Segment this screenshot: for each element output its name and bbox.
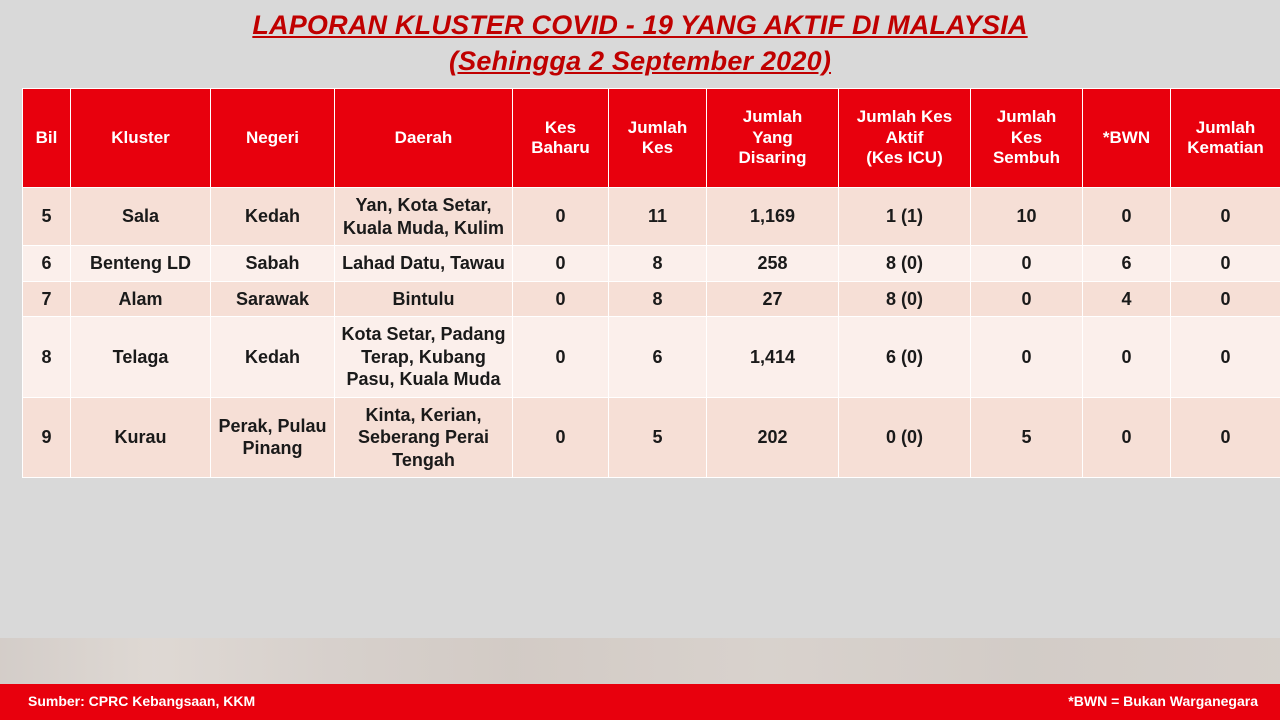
table-row — [23, 188, 1280, 246]
cell-negeri: Kedah — [211, 317, 335, 398]
cell-kes-baharu: 0 — [513, 281, 609, 317]
column-header-kluster: Kluster — [71, 89, 211, 188]
table-row — [23, 317, 1280, 398]
cell-daerah: Kota Setar, Padang Terap, Kubang Pasu, Kuala Muda — [335, 317, 513, 398]
cell-jumlah-kematian: 0 — [1171, 317, 1280, 398]
title-line-2: (Sehingga 2 September 2020) — [448, 45, 832, 76]
cell-kluster: Telaga — [71, 317, 211, 398]
cell-kluster: Alam — [71, 281, 211, 317]
cell-negeri: Sabah — [211, 246, 335, 282]
cell-jumlah-disaring: 258 — [707, 246, 839, 282]
cell-bil: 6 — [23, 246, 71, 282]
column-header-daerah: Daerah — [335, 89, 513, 188]
cell-jumlah-sembuh: 0 — [971, 246, 1083, 282]
table-row — [23, 246, 1280, 282]
cell-kluster: Sala — [71, 188, 211, 246]
cell-kes-baharu: 0 — [513, 317, 609, 398]
cell-jumlah-kematian: 0 — [1171, 397, 1280, 478]
cell-kes-baharu: 0 — [513, 246, 609, 282]
cell-jumlah-aktif: 0 (0) — [839, 397, 971, 478]
column-header-jumlah-kematian: Jumlah Kematian — [1171, 89, 1280, 188]
title-line-1: LAPORAN KLUSTER COVID - 19 YANG AKTIF DI MALAYSIA — [252, 10, 1028, 40]
footer-note: *BWN = Bukan Warganegara — [1068, 693, 1258, 709]
cell-kluster: Kurau — [71, 397, 211, 478]
cluster-table — [22, 88, 1280, 478]
cell-daerah: Bintulu — [335, 281, 513, 317]
cell-kluster: Benteng LD — [71, 246, 211, 282]
cell-jumlah-kematian: 0 — [1171, 188, 1280, 246]
cell-jumlah-kes: 11 — [609, 188, 707, 246]
cell-daerah: Lahad Datu, Tawau — [335, 246, 513, 282]
table-body — [23, 188, 1280, 478]
cluster-table-container — [22, 88, 1264, 478]
cell-jumlah-kes: 8 — [609, 246, 707, 282]
cell-jumlah-sembuh: 5 — [971, 397, 1083, 478]
cell-bil: 7 — [23, 281, 71, 317]
cell-jumlah-disaring: 1,169 — [707, 188, 839, 246]
cell-jumlah-aktif: 8 (0) — [839, 246, 971, 282]
cell-jumlah-disaring: 202 — [707, 397, 839, 478]
cell-jumlah-aktif: 8 (0) — [839, 281, 971, 317]
cell-negeri: Kedah — [211, 188, 335, 246]
cell-bil: 5 — [23, 188, 71, 246]
cell-bil: 9 — [23, 397, 71, 478]
cell-bwn: 0 — [1083, 188, 1171, 246]
cell-jumlah-sembuh: 0 — [971, 281, 1083, 317]
cell-kes-baharu: 0 — [513, 188, 609, 246]
cell-jumlah-kematian: 0 — [1171, 281, 1280, 317]
cell-negeri: Perak, Pulau Pinang — [211, 397, 335, 478]
column-header-jumlah-disaring: Jumlah Yang Disaring — [707, 89, 839, 188]
cell-daerah: Kinta, Kerian, Seberang Perai Tengah — [335, 397, 513, 478]
footer-source: Sumber: CPRC Kebangsaan, KKM — [28, 693, 256, 709]
cell-jumlah-disaring: 1,414 — [707, 317, 839, 398]
cell-jumlah-aktif: 6 (0) — [839, 317, 971, 398]
column-header-bil: Bil — [23, 89, 71, 188]
column-header-jumlah-kes: Jumlah Kes — [609, 89, 707, 188]
column-header-jumlah-kes-aktif: Jumlah Kes Aktif (Kes ICU) — [839, 89, 971, 188]
table-row — [23, 397, 1280, 478]
column-header-negeri: Negeri — [211, 89, 335, 188]
column-header-kes-baharu: Kes Baharu — [513, 89, 609, 188]
cell-daerah: Yan, Kota Setar, Kuala Muda, Kulim — [335, 188, 513, 246]
cell-bwn: 0 — [1083, 317, 1171, 398]
table-header-row — [23, 89, 1280, 188]
cell-jumlah-disaring: 27 — [707, 281, 839, 317]
cell-jumlah-kes: 6 — [609, 317, 707, 398]
cell-jumlah-sembuh: 10 — [971, 188, 1083, 246]
cell-bwn: 6 — [1083, 246, 1171, 282]
cell-jumlah-kes: 5 — [609, 397, 707, 478]
cell-bil: 8 — [23, 317, 71, 398]
cell-jumlah-aktif: 1 (1) — [839, 188, 971, 246]
cell-jumlah-kes: 8 — [609, 281, 707, 317]
table-row — [23, 281, 1280, 317]
page-title — [0, 0, 1280, 79]
column-header-jumlah-kes-sembuh: Jumlah Kes Sembuh — [971, 89, 1083, 188]
cell-negeri: Sarawak — [211, 281, 335, 317]
cell-jumlah-kematian: 0 — [1171, 246, 1280, 282]
column-header-bwn: *BWN — [1083, 89, 1171, 188]
cell-bwn: 4 — [1083, 281, 1171, 317]
cell-jumlah-sembuh: 0 — [971, 317, 1083, 398]
cell-kes-baharu: 0 — [513, 397, 609, 478]
footer-bar — [0, 684, 1280, 720]
background-decoration — [0, 638, 1280, 684]
cell-bwn: 0 — [1083, 397, 1171, 478]
